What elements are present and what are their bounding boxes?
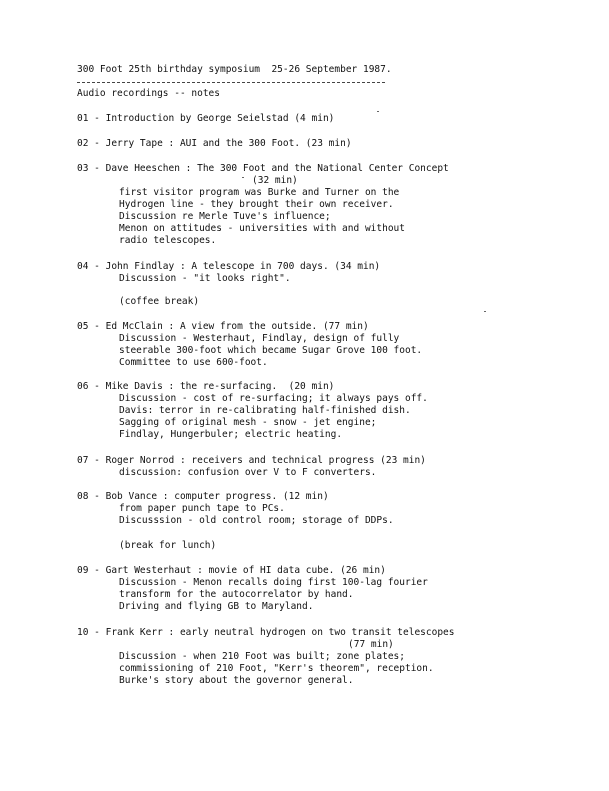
entry-06-note: Findlay, Hungerbuler; electric heating.: [119, 429, 343, 440]
entry-08-note: from paper punch tape to PCs.: [119, 503, 285, 514]
entry-03-note: Hydrogen line - they brought their own receiver.: [119, 199, 394, 210]
entry-07: 07 - Roger Norrod : receivers and technical progress (23 min): [77, 455, 426, 466]
entry-08: 08 - Bob Vance : computer progress. (12 min): [77, 491, 329, 502]
entry-05-note: Discussion - Westerhaut, Findlay, design of fully: [119, 333, 400, 344]
entry-05: 05 - Ed McClain : A view from the outside. (77 min): [77, 321, 369, 332]
entry-05-note: Committee to use 600-foot.: [119, 357, 268, 368]
entry-04: 04 - John Findlay : A telescope in 700 days. (34 min): [77, 261, 381, 272]
entry-10-note: Burke's story about the governor general.: [119, 675, 354, 686]
document-title: 300 Foot 25th birthday symposium 25-26 September 1987.: [77, 64, 392, 75]
entry-10: 10 - Frank Kerr : early neutral hydrogen on two transit telescopes: [77, 627, 455, 638]
entry-03-time: (32 min): [252, 175, 298, 186]
entry-07-note: discussion: confusion over V to F converters.: [119, 467, 377, 478]
entry-06: 06 - Mike Davis : the re-surfacing. (20 min): [77, 381, 335, 392]
entry-06-note: Davis: terror in re-calibrating half-finished dish.: [119, 405, 411, 416]
document-subtitle: Audio recordings -- notes: [77, 88, 220, 99]
scan-speck: [242, 177, 244, 178]
entry-10-note: commissioning of 210 Foot, "Kerr's theorem", reception.: [119, 663, 434, 674]
entry-01: 01 - Introduction by George Seielstad (4 min): [77, 113, 335, 124]
entry-10-time: (77 min): [348, 639, 394, 650]
title-divider: [77, 82, 385, 83]
entry-03-note: Menon on attitudes - universities with and without: [119, 223, 405, 234]
entry-05-note: steerable 300-foot which became Sugar Grove 100 foot.: [119, 345, 423, 356]
entry-03: 03 - Dave Heeschen : The 300 Foot and the National Center Concept: [77, 163, 449, 174]
entry-03-note: Discussion re Merle Tuve's influence;: [119, 211, 331, 222]
entry-04-note: Discussion - "it looks right".: [119, 273, 291, 284]
entry-03-note: radio telescopes.: [119, 235, 217, 246]
scan-speck: [484, 311, 486, 312]
scan-speck: [377, 111, 379, 112]
entry-06-note: Discussion - cost of re-surfacing; it always pays off.: [119, 393, 428, 404]
entry-08-note: Discusssion - old control room; storage of DDPs.: [119, 515, 394, 526]
entry-02: 02 - Jerry Tape : AUI and the 300 Foot. (23 min): [77, 138, 352, 149]
entry-10-note: Discussion - when 210 Foot was built; zone plates;: [119, 651, 405, 662]
entry-03-note: first visitor program was Burke and Turner on the: [119, 187, 400, 198]
entry-09: 09 - Gart Westerhaut : movie of HI data cube. (26 min): [77, 565, 386, 576]
entry-09-note: Driving and flying GB to Maryland.: [119, 601, 314, 612]
entry-06-note: Sagging of original mesh - snow - jet engine;: [119, 417, 377, 428]
entry-09-note: transform for the autocorrelator by hand.: [119, 589, 354, 600]
entry-09-note: Discussion - Menon recalls doing first 100-lag fourier: [119, 577, 428, 588]
entry-04-break: (coffee break): [119, 296, 200, 307]
entry-08-break: (break for lunch): [119, 540, 217, 551]
